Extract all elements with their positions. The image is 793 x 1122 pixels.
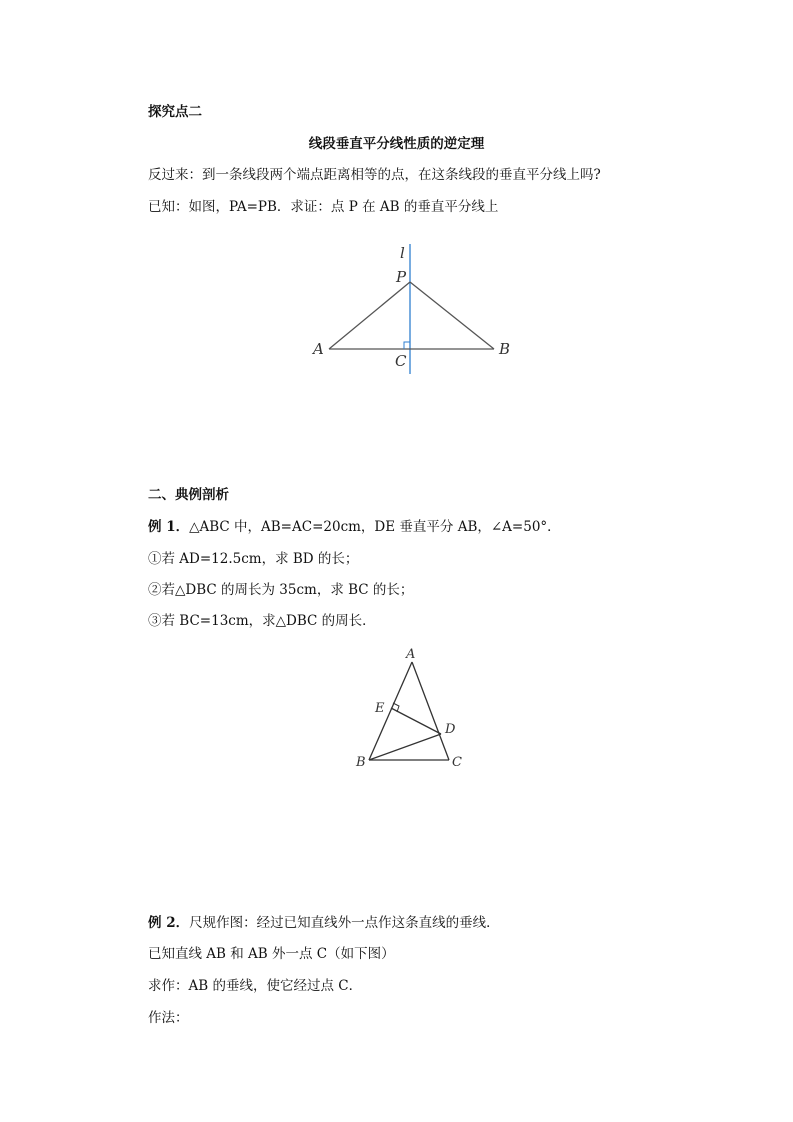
right-angle-mark bbox=[404, 342, 410, 349]
label-d: D bbox=[445, 722, 456, 737]
example1-statement bbox=[148, 518, 561, 536]
example2-label: 例 2． bbox=[148, 915, 190, 931]
triangle-abc-figure bbox=[345, 642, 475, 777]
label-b: B bbox=[499, 340, 511, 358]
example1-q2: ②若△DBC 的周长为 35cm，求 BC 的长； bbox=[148, 582, 414, 598]
example2-statement bbox=[148, 914, 500, 932]
label-a: A bbox=[406, 647, 416, 662]
segment-bd bbox=[369, 734, 441, 760]
label-a: A bbox=[313, 340, 324, 358]
segment-ac bbox=[412, 662, 449, 760]
example1-q3: ③若 BC=13cm，求△DBC 的周长． bbox=[148, 613, 376, 629]
label-p: P bbox=[396, 268, 407, 286]
example2-method: 作法： bbox=[148, 1010, 189, 1026]
label-l: l bbox=[400, 244, 405, 262]
perpendicular-bisector-figure bbox=[300, 238, 530, 378]
segment-ed bbox=[391, 708, 441, 734]
label-b: B bbox=[356, 755, 366, 770]
label-c: C bbox=[452, 755, 462, 770]
example2-find: 求作：AB 的垂线，使它经过点 C． bbox=[148, 978, 363, 994]
label-e: E bbox=[375, 701, 385, 716]
segment-pa bbox=[329, 282, 410, 349]
section-heading: 探究点二 bbox=[148, 104, 202, 120]
given-text: 已知：如图，PA=PB．求证：点 P 在 AB 的垂直平分线上 bbox=[148, 199, 499, 215]
example2-text: 尺规作图：经过已知直线外一点作这条直线的垂线． bbox=[189, 915, 500, 931]
example1-text: △ABC 中，AB=AC=20cm，DE 垂直平分 AB，∠A=50°． bbox=[189, 519, 561, 535]
part-heading: 二、典例剖析 bbox=[148, 487, 229, 503]
example1-q1: ①若 AD=12.5cm，求 BD 的长； bbox=[148, 551, 359, 567]
theorem-title: 线段垂直平分线性质的逆定理 bbox=[308, 136, 485, 152]
example2-given: 已知直线 AB 和 AB 外一点 C（如下图） bbox=[148, 946, 395, 962]
segment-pb bbox=[410, 282, 494, 349]
label-c: C bbox=[395, 352, 407, 370]
example1-label: 例 1． bbox=[148, 519, 190, 535]
question-text: 反过来：到一条线段两个端点距离相等的点，在这条线段的垂直平分线上吗? bbox=[148, 167, 601, 183]
